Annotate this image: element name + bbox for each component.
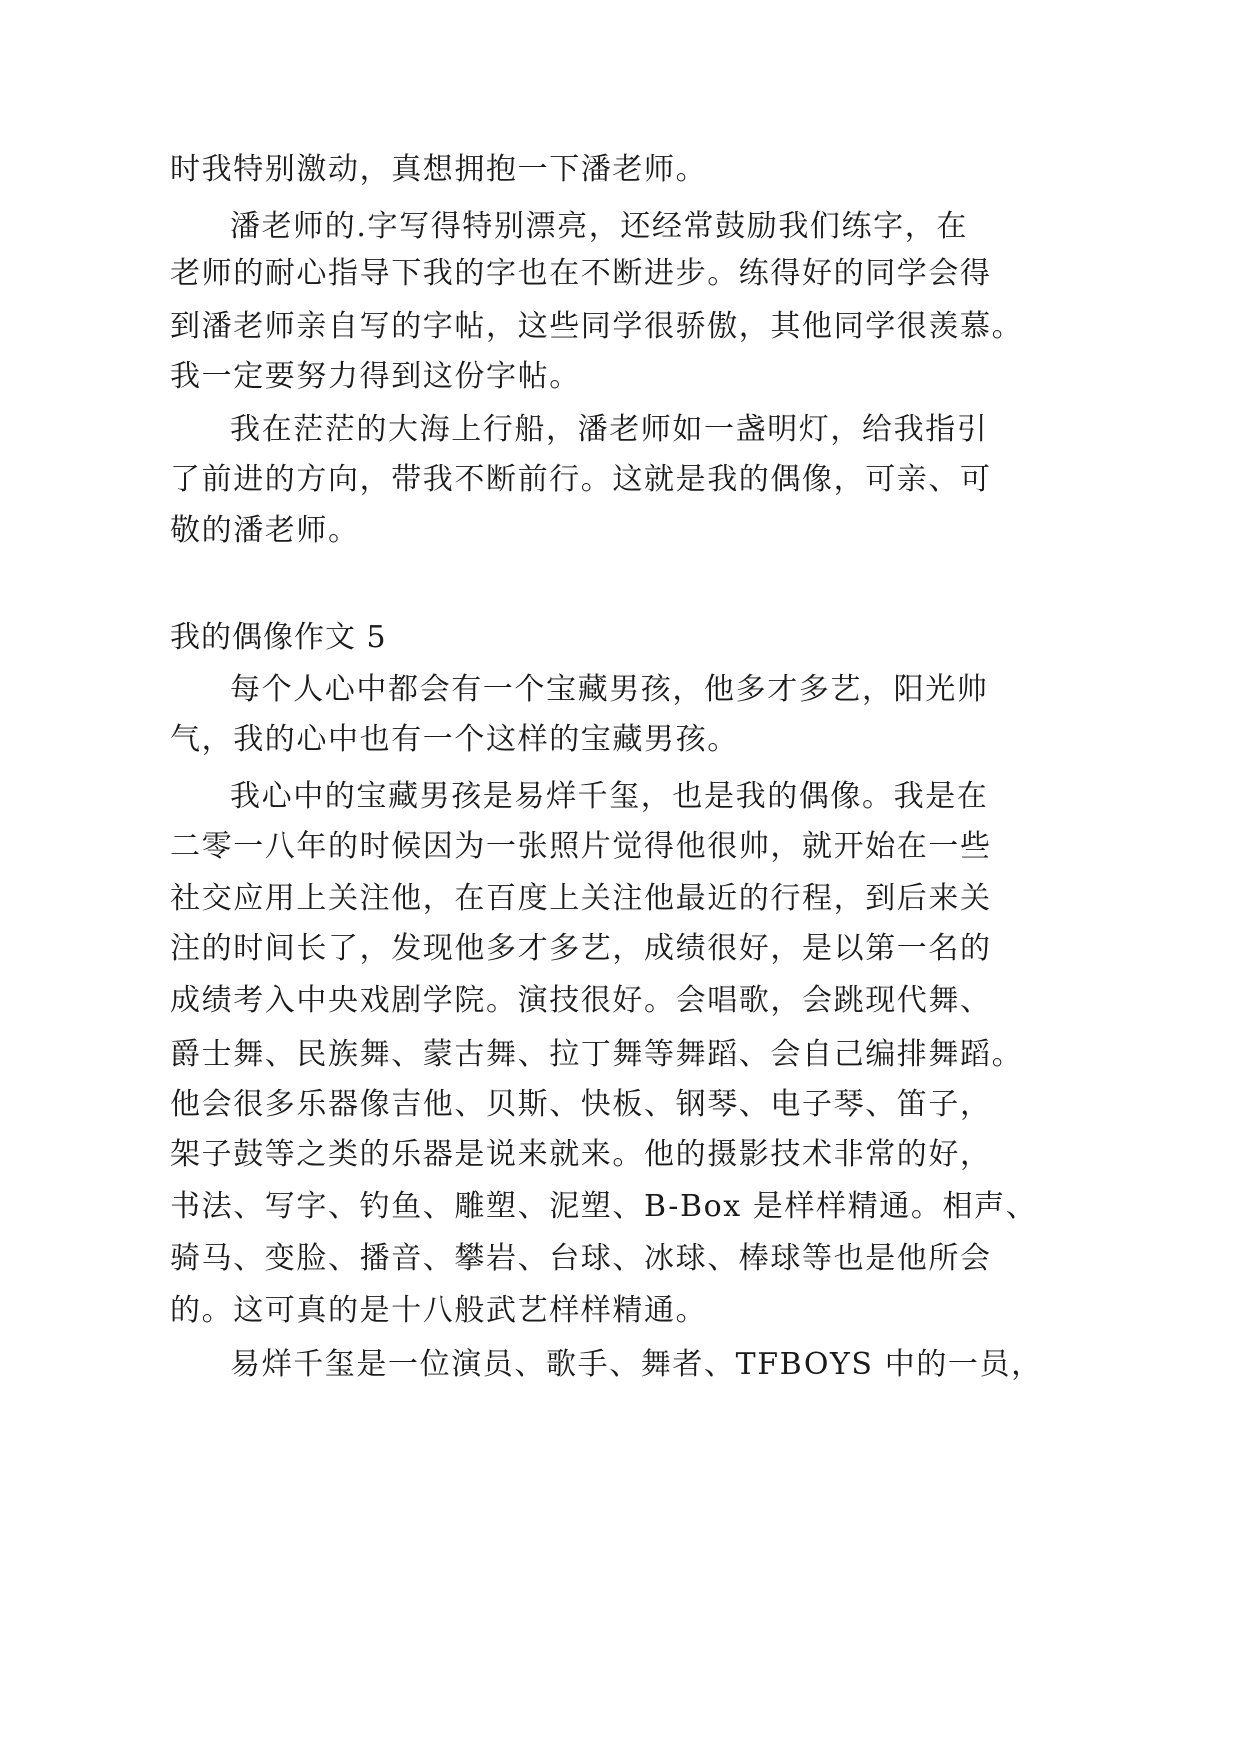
- paragraph-line: 我心中的宝藏男孩是易烊千玺，也是我的偶像。我是在: [230, 779, 989, 814]
- paragraph-line: 老师的耐心指导下我的字也在不断进步。练得好的同学会得: [170, 256, 992, 291]
- paragraph-line: 我在茫茫的大海上行船，潘老师如一盏明灯，给我指引: [230, 412, 989, 447]
- paragraph-line: 的。这可真的是十八般武艺样样精通。: [170, 1293, 708, 1328]
- paragraph-line: 敬的潘老师。: [170, 513, 360, 548]
- paragraph-line: 成绩考入中央戏剧学院。演技很好。会唱歌，会跳现代舞、: [170, 983, 992, 1018]
- paragraph-line: 气，我的心中也有一个这样的宝藏男孩。: [170, 722, 739, 757]
- paragraph-line: 易烊千玺是一位演员、歌手、舞者、TFBOYS 中的一员，: [230, 1347, 1043, 1382]
- paragraph-line: 骑马、变脸、播音、攀岩、台球、冰球、棒球等也是他所会: [170, 1241, 992, 1276]
- paragraph-line: 我一定要努力得到这份字帖。: [170, 359, 581, 394]
- paragraph-line: 时我特别激动，真想拥抱一下潘老师。: [170, 152, 708, 187]
- paragraph-line: 每个人心中都会有一个宝藏男孩，他多才多艺，阳光帅: [230, 672, 989, 707]
- paragraph-line: 到潘老师亲自写的字帖，这些同学很骄傲，其他同学很羡慕。: [170, 309, 1024, 344]
- paragraph-line: 他会很多乐器像吉他、贝斯、快板、钢琴、电子琴、笛子，: [170, 1087, 992, 1122]
- paragraph-line: 潘老师的.字写得特别漂亮，还经常鼓励我们练字，在: [230, 209, 968, 244]
- paragraph-line: 了前进的方向，带我不断前行。这就是我的偶像，可亲、可: [170, 462, 992, 497]
- paragraph-line: 社交应用上关注他，在百度上关注他最近的行程，到后来关: [170, 881, 992, 916]
- paragraph-line: 二零一八年的时候因为一张照片觉得他很帅，就开始在一些: [170, 829, 992, 864]
- paragraph-line: 架子鼓等之类的乐器是说来就来。他的摄影技术非常的好，: [170, 1137, 992, 1172]
- paragraph-line: 书法、写字、钓鱼、雕塑、泥塑、B-Box 是样样精通。相声、: [170, 1189, 1038, 1224]
- paragraph-line: 爵士舞、民族舞、蒙古舞、拉丁舞等舞蹈、会自己编排舞蹈。: [170, 1037, 1024, 1072]
- paragraph-line: 注的时间长了，发现他多才多艺，成绩很好，是以第一名的: [170, 931, 992, 966]
- section-heading: 我的偶像作文 5: [170, 620, 387, 655]
